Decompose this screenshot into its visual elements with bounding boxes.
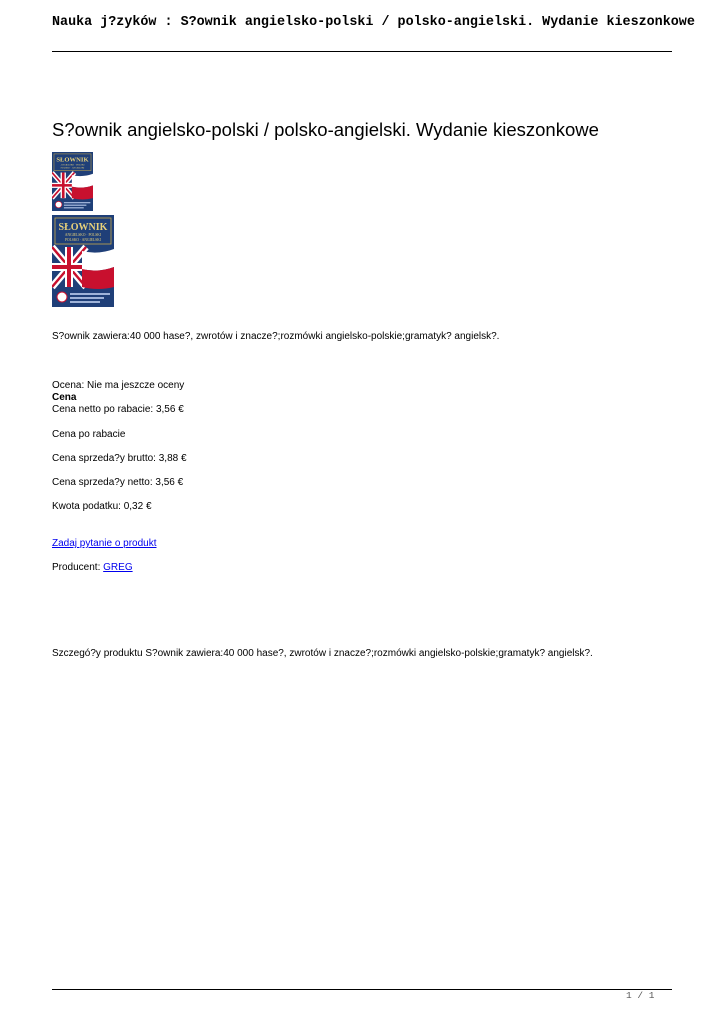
product-title: S?ownik angielsko-polski / polsko-angielski. Wydanie kieszonkowe <box>52 119 599 140</box>
ask-question-link[interactable]: Zadaj pytanie o produkt <box>52 538 157 549</box>
cover-subtitle-1-large: ANGIELSKO · POLSKI <box>64 233 102 237</box>
cover-subtitle-2: POLSKO · ANGIELSKI <box>60 166 85 170</box>
header-divider <box>52 51 672 52</box>
product-short-description: S?ownik zawiera:40 000 hase?, zwrotów i znacze?;rozmówki angielsko-polskie;gramatyk? angielsk?. <box>52 331 500 342</box>
product-cover-thumbnail[interactable] <box>52 152 93 211</box>
net-price-after-discount: Cena netto po rabacie: 3,56 € <box>52 404 184 415</box>
footer-divider <box>52 989 672 990</box>
running-header: Nauka j?zyków : S?ownik angielsko-polski / polsko-angielski. Wydanie kieszonkowe <box>52 15 695 30</box>
tax-amount: Kwota podatku: 0,32 € <box>52 501 152 512</box>
price-heading: Cena <box>52 392 77 403</box>
producer-row <box>52 562 133 573</box>
book-cover-image <box>52 152 93 211</box>
cover-brand-title-large: SŁOWNIK <box>58 222 108 233</box>
price-after-discount: Cena po rabacie <box>52 429 126 440</box>
product-cover-image[interactable] <box>52 215 114 307</box>
net-sale-price: Cena sprzeda?y netto: 3,56 € <box>52 477 184 488</box>
cover-subtitle-1: ANGIELSKO · POLSKI <box>60 163 85 167</box>
cover-brand-title: SŁOWNIK <box>56 156 89 164</box>
product-details: Szczegó?y produktu S?ownik zawiera:40 000 hase?, zwrotów i znacze?;rozmówki angielsko-polskie;gramatyk? angielsk?. <box>52 648 593 659</box>
producer-label: Producent: <box>52 562 101 573</box>
page-number: 1 / 1 <box>626 990 655 1001</box>
cover-subtitle-2-large: POLSKO · ANGIELSKI <box>65 238 101 242</box>
ask-question-row <box>52 538 157 549</box>
producer-link[interactable]: GREG <box>103 562 133 573</box>
gross-sale-price: Cena sprzeda?y brutto: 3,88 € <box>52 453 187 464</box>
book-cover-image-large <box>52 215 114 307</box>
product-rating: Ocena: Nie ma jeszcze oceny <box>52 380 185 391</box>
